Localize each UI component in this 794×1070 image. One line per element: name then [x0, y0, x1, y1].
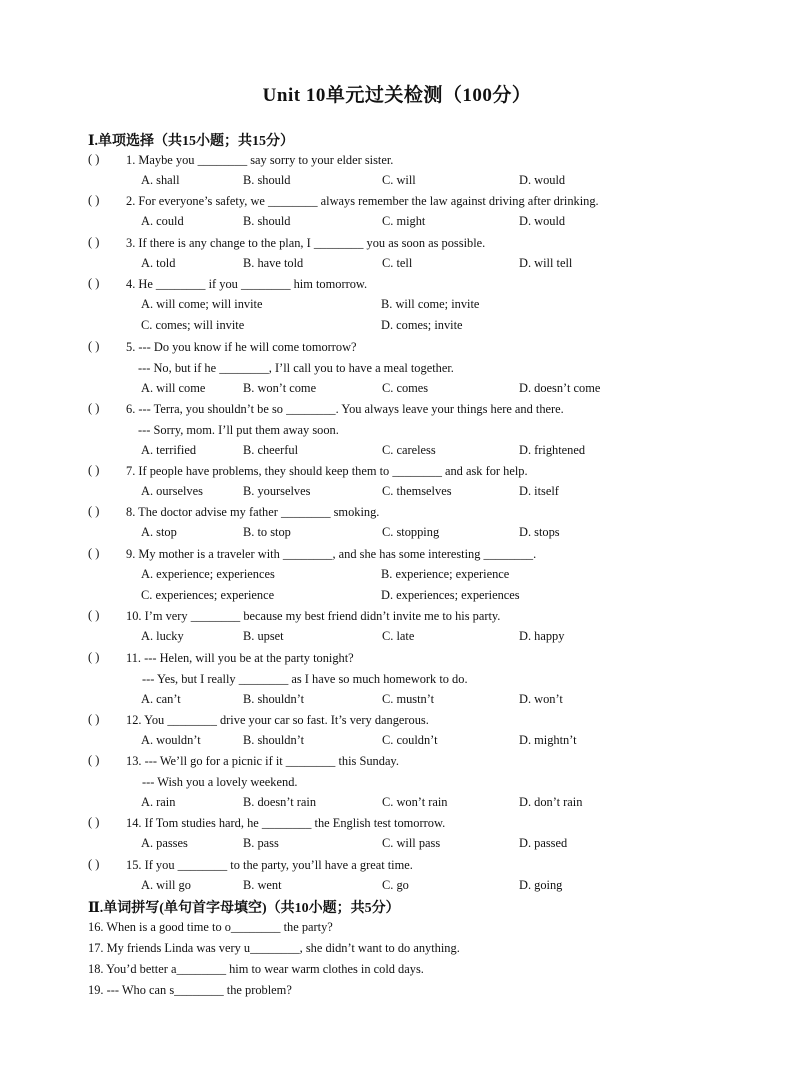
- answer-option: A. could: [141, 214, 184, 228]
- answer-option: B. yourselves: [243, 484, 311, 498]
- answer-option: A. lucky: [141, 629, 184, 643]
- question-stem: 11. --- Helen, will you be at the party tonight?: [126, 651, 354, 665]
- answer-option: A. will go: [141, 878, 191, 892]
- answer-option: C. themselves: [382, 484, 452, 498]
- answer-option: B. upset: [243, 629, 284, 643]
- question-stem: 7. If people have problems, they should keep them to ________ and ask for help.: [126, 464, 528, 478]
- question-stem: 8. The doctor advise my father ________ smoking.: [126, 505, 380, 519]
- answer-option: D. don’t rain: [519, 795, 583, 809]
- answer-option: A. ourselves: [141, 484, 203, 498]
- answer-paren: ( ): [88, 276, 100, 290]
- answer-option: A. passes: [141, 836, 188, 850]
- spelling-item: 18. You’d better a________ him to wear warm clothes in cold days.: [88, 962, 424, 976]
- answer-option: B. should: [243, 173, 291, 187]
- answer-option: D. won’t: [519, 692, 563, 706]
- answer-option: A. terrified: [141, 443, 197, 457]
- answer-paren: ( ): [88, 504, 100, 518]
- answer-option: B. went: [243, 878, 282, 892]
- answer-option: C. tell: [382, 256, 413, 270]
- question-stem: 10. I’m very ________ because my best friend didn’t invite me to his party.: [126, 609, 501, 623]
- answer-paren: ( ): [88, 546, 100, 560]
- answer-option: B. won’t come: [243, 381, 317, 395]
- answer-option: A. rain: [141, 795, 176, 809]
- answer-option: C. comes: [382, 381, 429, 395]
- answer-paren: ( ): [88, 339, 100, 353]
- answer-option: A. shall: [141, 173, 180, 187]
- spelling-item: 19. --- Who can s________ the problem?: [88, 983, 292, 997]
- answer-option: C. might: [382, 214, 426, 228]
- section-1-heading: Ⅰ.单项选择（共15小题；共15分）: [88, 134, 295, 149]
- answer-option: D. mightn’t: [519, 733, 577, 747]
- question-stem: 9. My mother is a traveler with ________, and she has some interesting ________.: [126, 547, 537, 561]
- answer-option: C. mustn’t: [382, 692, 435, 706]
- answer-option: D. going: [519, 878, 563, 892]
- question-stem-reply: --- No, but if he ________, I’ll call you to have a meal together.: [138, 361, 454, 375]
- answer-option: D. doesn’t come: [519, 381, 601, 395]
- question-stem: 2. For everyone’s safety, we ________ always remember the law against driving after drinking.: [126, 194, 599, 208]
- answer-paren: ( ): [88, 235, 100, 249]
- answer-option: D. comes; invite: [381, 318, 463, 332]
- answer-option: D. would: [519, 173, 566, 187]
- answer-paren: ( ): [88, 815, 100, 829]
- spelling-item: 17. My friends Linda was very u________, she didn’t want to do anything.: [88, 941, 460, 955]
- answer-option: A. will come; will invite: [141, 297, 263, 311]
- answer-option: B. doesn’t rain: [243, 795, 317, 809]
- answer-option: B. will come; invite: [381, 297, 480, 311]
- answer-paren: ( ): [88, 712, 100, 726]
- question-stem-reply: --- Wish you a lovely weekend.: [142, 775, 298, 789]
- question-stem: 13. --- We’ll go for a picnic if it ________ this Sunday.: [126, 754, 399, 768]
- answer-option: C. experiences; experience: [141, 588, 275, 602]
- answer-option: B. shouldn’t: [243, 733, 305, 747]
- question-stem: 4. He ________ if you ________ him tomorrow.: [126, 277, 368, 291]
- question-stem-reply: --- Yes, but I really ________ as I have so much homework to do.: [142, 672, 468, 686]
- answer-option: A. experience; experiences: [141, 567, 275, 581]
- question-stem: 1. Maybe you ________ say sorry to your elder sister.: [126, 153, 394, 167]
- answer-option: C. comes; will invite: [141, 318, 245, 332]
- answer-option: A. stop: [141, 525, 177, 539]
- answer-option: A. can’t: [141, 692, 181, 706]
- answer-option: C. couldn’t: [382, 733, 438, 747]
- answer-option: C. late: [382, 629, 415, 643]
- answer-option: A. will come: [141, 381, 206, 395]
- answer-option: C. go: [382, 878, 409, 892]
- answer-option: C. stopping: [382, 525, 440, 539]
- answer-paren: ( ): [88, 608, 100, 622]
- answer-paren: ( ): [88, 650, 100, 664]
- answer-paren: ( ): [88, 152, 100, 166]
- answer-option: C. won’t rain: [382, 795, 448, 809]
- question-stem-reply: --- Sorry, mom. I’ll put them away soon.: [138, 423, 339, 437]
- answer-option: D. happy: [519, 629, 565, 643]
- answer-option: B. cheerful: [243, 443, 299, 457]
- page-title: Unit 10单元过关检测（100分）: [262, 85, 532, 106]
- answer-option: D. will tell: [519, 256, 573, 270]
- answer-option: D. would: [519, 214, 566, 228]
- answer-paren: ( ): [88, 463, 100, 477]
- answer-option: B. have told: [243, 256, 304, 270]
- answer-option: B. to stop: [243, 525, 291, 539]
- question-stem: 12. You ________ drive your car so fast. It’s very dangerous.: [126, 713, 429, 727]
- answer-option: C. will pass: [382, 836, 441, 850]
- answer-option: A. told: [141, 256, 176, 270]
- question-stem: 6. --- Terra, you shouldn’t be so ________. You always leave your things here and there.: [126, 402, 564, 416]
- question-stem: 14. If Tom studies hard, he ________ the English test tomorrow.: [126, 816, 446, 830]
- answer-option: B. experience; experience: [381, 567, 510, 581]
- answer-option: D. stops: [519, 525, 560, 539]
- section-2-heading: Ⅱ.单词拼写(单句首字母填空)（共10小题；共5分）: [88, 901, 400, 916]
- question-stem: 15. If you ________ to the party, you’ll have a great time.: [126, 858, 413, 872]
- answer-option: B. pass: [243, 836, 279, 850]
- answer-paren: ( ): [88, 753, 100, 767]
- answer-option: D. itself: [519, 484, 559, 498]
- spelling-item: 16. When is a good time to o________ the party?: [88, 920, 333, 934]
- answer-option: C. careless: [382, 443, 436, 457]
- answer-paren: ( ): [88, 193, 100, 207]
- answer-paren: ( ): [88, 857, 100, 871]
- answer-paren: ( ): [88, 401, 100, 415]
- answer-option: B. should: [243, 214, 291, 228]
- answer-option: A. wouldn’t: [141, 733, 201, 747]
- answer-option: D. experiences; experiences: [381, 588, 520, 602]
- question-stem: 5. --- Do you know if he will come tomorrow?: [126, 340, 357, 354]
- question-stem: 3. If there is any change to the plan, I ________ you as soon as possible.: [126, 236, 486, 250]
- answer-option: C. will: [382, 173, 416, 187]
- answer-option: B. shouldn’t: [243, 692, 305, 706]
- answer-option: D. passed: [519, 836, 568, 850]
- answer-option: D. frightened: [519, 443, 586, 457]
